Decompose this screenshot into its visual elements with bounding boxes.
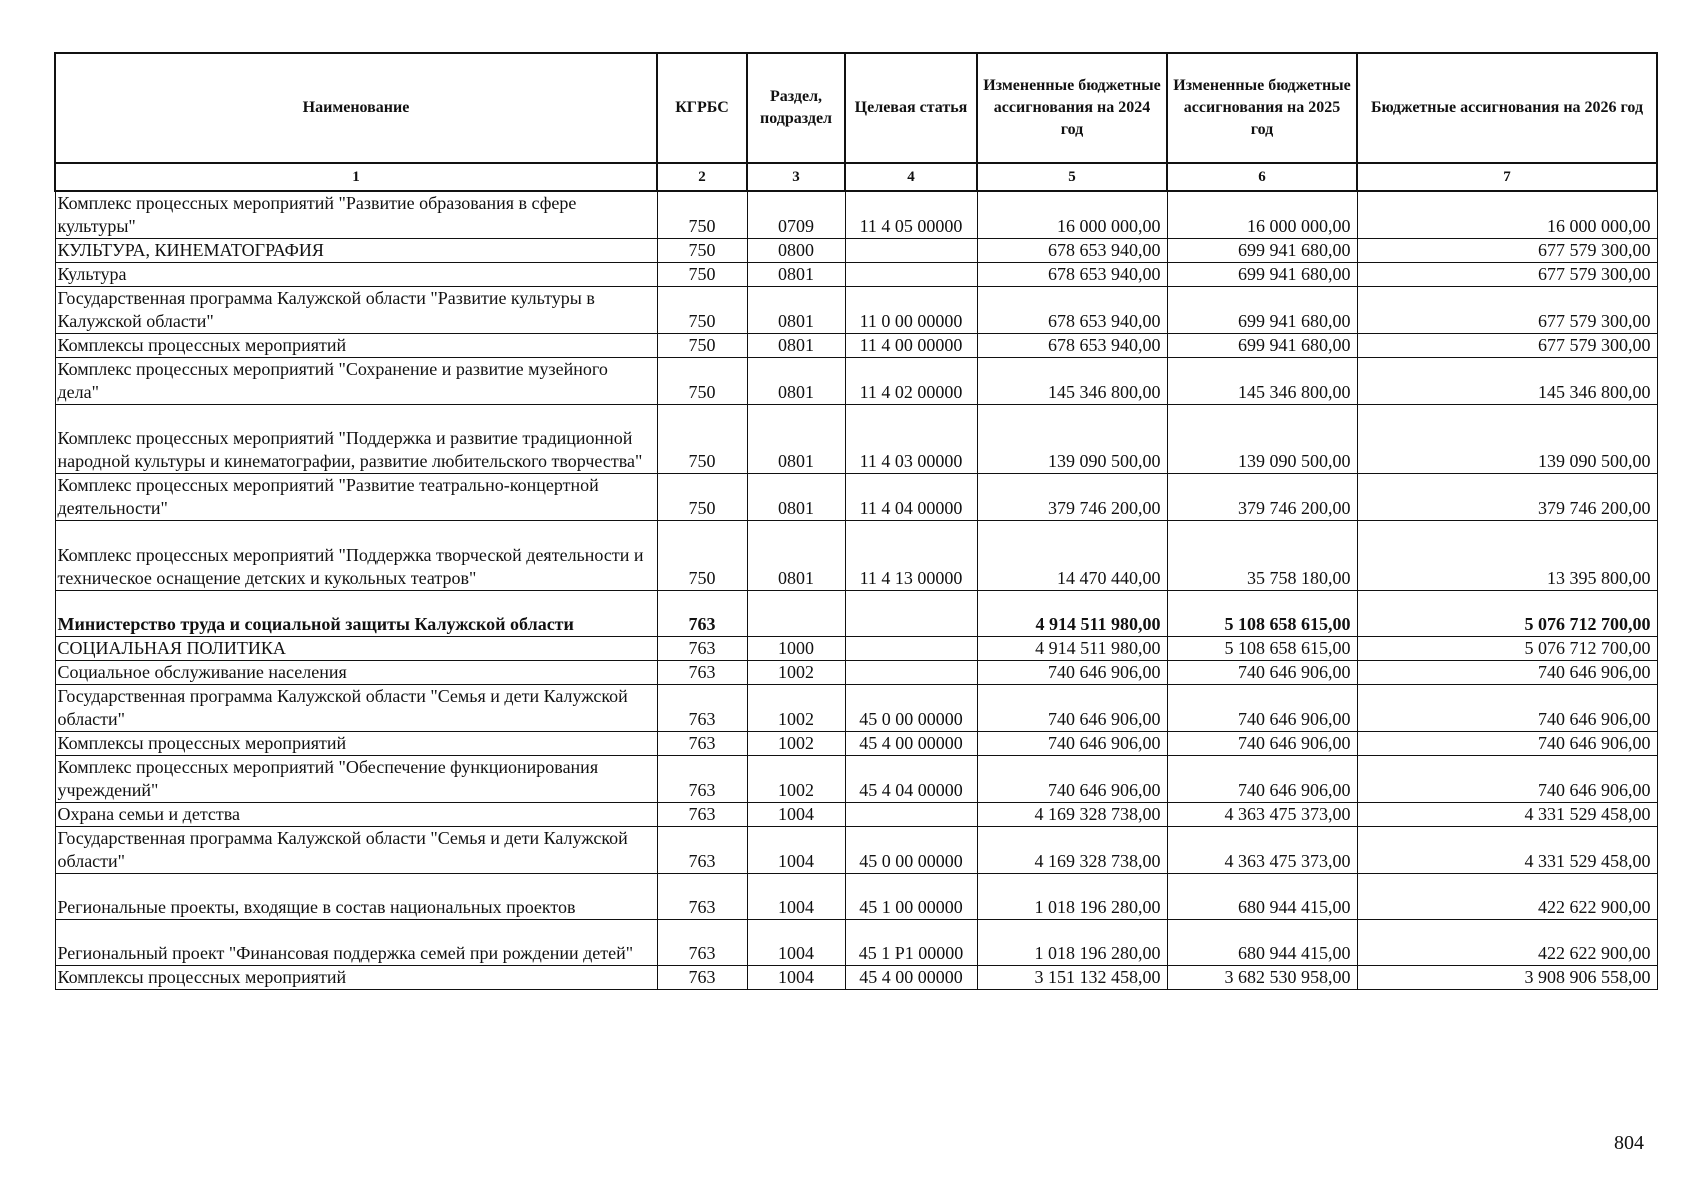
- table-row: [55, 827, 1657, 874]
- cell-kgrbs: 763: [657, 920, 747, 966]
- cell-razdel: 0801: [747, 263, 845, 287]
- cell-razdel: [747, 591, 845, 637]
- cell-amount-2025: 699 941 680,00: [1167, 239, 1357, 263]
- cell-amount-2026: 5 076 712 700,00: [1357, 637, 1657, 661]
- cell-kgrbs: 763: [657, 803, 747, 827]
- cell-target-article: [845, 263, 977, 287]
- cell-razdel: 0709: [747, 191, 845, 239]
- cell-name: Социальное обслуживание населения: [55, 661, 657, 685]
- table-row: [55, 239, 1657, 263]
- cell-target-article: 11 4 00 00000: [845, 334, 977, 358]
- cell-target-article: 11 4 05 00000: [845, 191, 977, 239]
- table-row: [55, 405, 1657, 474]
- header-2024: Измененные бюджетные ассигнования на 2024 год: [977, 53, 1167, 163]
- column-number: 4: [845, 163, 977, 191]
- cell-name: Министерство труда и социальной защиты Калужской области: [55, 591, 657, 637]
- cell-amount-2025: 4 363 475 373,00: [1167, 827, 1357, 874]
- cell-amount-2026: 16 000 000,00: [1357, 191, 1657, 239]
- cell-amount-2024: 16 000 000,00: [977, 191, 1167, 239]
- cell-name: Комплекс процессных мероприятий "Развитие образования в сфере культуры": [55, 191, 657, 239]
- cell-razdel: 1004: [747, 827, 845, 874]
- cell-kgrbs: 763: [657, 591, 747, 637]
- cell-target-article: 45 4 04 00000: [845, 756, 977, 803]
- header-2026: Бюджетные ассигнования на 2026 год: [1357, 53, 1657, 163]
- column-number-row: [55, 163, 1657, 191]
- cell-amount-2024: 740 646 906,00: [977, 756, 1167, 803]
- cell-amount-2026: 139 090 500,00: [1357, 405, 1657, 474]
- cell-name: Региональные проекты, входящие в состав национальных проектов: [55, 874, 657, 920]
- cell-target-article: 45 1 P1 00000: [845, 920, 977, 966]
- cell-amount-2024: 1 018 196 280,00: [977, 920, 1167, 966]
- cell-amount-2026: 4 331 529 458,00: [1357, 827, 1657, 874]
- cell-amount-2024: 740 646 906,00: [977, 661, 1167, 685]
- cell-amount-2026: 422 622 900,00: [1357, 874, 1657, 920]
- cell-kgrbs: 750: [657, 405, 747, 474]
- cell-amount-2025: 16 000 000,00: [1167, 191, 1357, 239]
- cell-razdel: 0801: [747, 287, 845, 334]
- cell-amount-2025: 740 646 906,00: [1167, 756, 1357, 803]
- cell-kgrbs: 763: [657, 966, 747, 990]
- cell-target-article: 45 4 00 00000: [845, 966, 977, 990]
- cell-amount-2024: 145 346 800,00: [977, 358, 1167, 405]
- cell-kgrbs: 763: [657, 827, 747, 874]
- cell-amount-2025: 5 108 658 615,00: [1167, 637, 1357, 661]
- table-row: [55, 803, 1657, 827]
- cell-razdel: 1004: [747, 920, 845, 966]
- table-row: [55, 732, 1657, 756]
- cell-kgrbs: 750: [657, 474, 747, 521]
- cell-amount-2025: 35 758 180,00: [1167, 521, 1357, 591]
- cell-target-article: [845, 803, 977, 827]
- cell-name: КУЛЬТУРА, КИНЕМАТОГРАФИЯ: [55, 239, 657, 263]
- cell-kgrbs: 763: [657, 756, 747, 803]
- header-razdel: Раздел, подраздел: [747, 53, 845, 163]
- header-kgrbs: КГРБС: [657, 53, 747, 163]
- table-row: [55, 756, 1657, 803]
- table-row: [55, 637, 1657, 661]
- cell-target-article: 45 4 00 00000: [845, 732, 977, 756]
- cell-amount-2026: 5 076 712 700,00: [1357, 591, 1657, 637]
- header-name: Наименование: [55, 53, 657, 163]
- cell-target-article: 11 4 04 00000: [845, 474, 977, 521]
- table-body: [55, 191, 1657, 990]
- cell-target-article: [845, 661, 977, 685]
- cell-amount-2026: 740 646 906,00: [1357, 732, 1657, 756]
- table-row: [55, 920, 1657, 966]
- cell-amount-2024: 678 653 940,00: [977, 334, 1167, 358]
- cell-name: Комплекс процессных мероприятий "Обеспечение функционирования учреждений": [55, 756, 657, 803]
- table-row: [55, 661, 1657, 685]
- cell-target-article: [845, 591, 977, 637]
- cell-amount-2025: 145 346 800,00: [1167, 358, 1357, 405]
- cell-amount-2026: 677 579 300,00: [1357, 263, 1657, 287]
- cell-kgrbs: 763: [657, 661, 747, 685]
- cell-kgrbs: 750: [657, 334, 747, 358]
- cell-amount-2025: 699 941 680,00: [1167, 334, 1357, 358]
- cell-kgrbs: 750: [657, 358, 747, 405]
- cell-target-article: 11 4 02 00000: [845, 358, 977, 405]
- cell-amount-2025: 699 941 680,00: [1167, 263, 1357, 287]
- cell-name: Комплексы процессных мероприятий: [55, 334, 657, 358]
- cell-kgrbs: 763: [657, 874, 747, 920]
- cell-razdel: 0801: [747, 334, 845, 358]
- cell-razdel: 0801: [747, 358, 845, 405]
- cell-kgrbs: 763: [657, 685, 747, 732]
- cell-target-article: 45 0 00 00000: [845, 685, 977, 732]
- column-number: 5: [977, 163, 1167, 191]
- cell-amount-2024: 4 914 511 980,00: [977, 637, 1167, 661]
- cell-target-article: 45 1 00 00000: [845, 874, 977, 920]
- cell-amount-2026: 422 622 900,00: [1357, 920, 1657, 966]
- cell-amount-2025: 740 646 906,00: [1167, 685, 1357, 732]
- cell-amount-2026: 740 646 906,00: [1357, 756, 1657, 803]
- table-row: [55, 685, 1657, 732]
- cell-target-article: [845, 637, 977, 661]
- cell-amount-2025: 4 363 475 373,00: [1167, 803, 1357, 827]
- cell-razdel: 1004: [747, 803, 845, 827]
- table-row: [55, 358, 1657, 405]
- cell-razdel: 1000: [747, 637, 845, 661]
- cell-name: Комплекс процессных мероприятий "Развитие театрально-концертной деятельности": [55, 474, 657, 521]
- cell-name: Охрана семьи и детства: [55, 803, 657, 827]
- cell-amount-2026: 740 646 906,00: [1357, 685, 1657, 732]
- cell-kgrbs: 763: [657, 637, 747, 661]
- cell-amount-2024: 4 169 328 738,00: [977, 827, 1167, 874]
- cell-target-article: 45 0 00 00000: [845, 827, 977, 874]
- cell-target-article: 11 4 13 00000: [845, 521, 977, 591]
- column-number: 1: [55, 163, 657, 191]
- cell-name: Государственная программа Калужской области "Семья и дети Калужской области": [55, 827, 657, 874]
- cell-name: Комплекс процессных мероприятий "Сохранение и развитие музейного дела": [55, 358, 657, 405]
- cell-name: Комплекс процессных мероприятий "Поддержка творческой деятельности и техническое оснащение детских и кукольных театров": [55, 521, 657, 591]
- column-number: 6: [1167, 163, 1357, 191]
- cell-razdel: 1002: [747, 732, 845, 756]
- cell-amount-2024: 678 653 940,00: [977, 263, 1167, 287]
- column-number: 2: [657, 163, 747, 191]
- cell-amount-2026: 677 579 300,00: [1357, 239, 1657, 263]
- cell-razdel: 1002: [747, 756, 845, 803]
- header-2025: Измененные бюджетные ассигнования на 2025 год: [1167, 53, 1357, 163]
- cell-amount-2025: 139 090 500,00: [1167, 405, 1357, 474]
- cell-kgrbs: 750: [657, 263, 747, 287]
- table-row: [55, 591, 1657, 637]
- cell-amount-2024: 678 653 940,00: [977, 239, 1167, 263]
- cell-amount-2025: 699 941 680,00: [1167, 287, 1357, 334]
- column-number: 3: [747, 163, 845, 191]
- cell-target-article: [845, 239, 977, 263]
- cell-kgrbs: 750: [657, 521, 747, 591]
- cell-name: Государственная программа Калужской области "Семья и дети Калужской области": [55, 685, 657, 732]
- cell-amount-2026: 4 331 529 458,00: [1357, 803, 1657, 827]
- cell-amount-2024: 3 151 132 458,00: [977, 966, 1167, 990]
- cell-amount-2026: 3 908 906 558,00: [1357, 966, 1657, 990]
- table-row: [55, 474, 1657, 521]
- header-cel: Целевая статья: [845, 53, 977, 163]
- cell-amount-2026: 379 746 200,00: [1357, 474, 1657, 521]
- cell-razdel: 0801: [747, 521, 845, 591]
- cell-razdel: 0800: [747, 239, 845, 263]
- cell-amount-2024: 139 090 500,00: [977, 405, 1167, 474]
- table-row: [55, 263, 1657, 287]
- cell-amount-2025: 5 108 658 615,00: [1167, 591, 1357, 637]
- cell-amount-2024: 678 653 940,00: [977, 287, 1167, 334]
- cell-amount-2026: 740 646 906,00: [1357, 661, 1657, 685]
- cell-razdel: 1004: [747, 874, 845, 920]
- table-row: [55, 521, 1657, 591]
- cell-name: СОЦИАЛЬНАЯ ПОЛИТИКА: [55, 637, 657, 661]
- cell-amount-2025: 740 646 906,00: [1167, 661, 1357, 685]
- cell-amount-2026: 677 579 300,00: [1357, 334, 1657, 358]
- cell-amount-2026: 13 395 800,00: [1357, 521, 1657, 591]
- cell-kgrbs: 750: [657, 191, 747, 239]
- cell-target-article: 11 0 00 00000: [845, 287, 977, 334]
- cell-amount-2025: 680 944 415,00: [1167, 920, 1357, 966]
- cell-razdel: 0801: [747, 405, 845, 474]
- cell-name: Государственная программа Калужской области "Развитие культуры в Калужской области": [55, 287, 657, 334]
- cell-amount-2024: 379 746 200,00: [977, 474, 1167, 521]
- table-row: [55, 874, 1657, 920]
- cell-kgrbs: 763: [657, 732, 747, 756]
- table-row: [55, 191, 1657, 239]
- cell-razdel: 1002: [747, 685, 845, 732]
- page-number: 804: [1614, 1132, 1644, 1154]
- cell-kgrbs: 750: [657, 239, 747, 263]
- cell-amount-2024: 4 914 511 980,00: [977, 591, 1167, 637]
- header-row: [55, 53, 1657, 163]
- cell-amount-2025: 740 646 906,00: [1167, 732, 1357, 756]
- cell-kgrbs: 750: [657, 287, 747, 334]
- cell-name: Региональный проект "Финансовая поддержка семей при рождении детей": [55, 920, 657, 966]
- cell-razdel: 0801: [747, 474, 845, 521]
- cell-razdel: 1004: [747, 966, 845, 990]
- cell-name: Комплексы процессных мероприятий: [55, 732, 657, 756]
- cell-amount-2025: 3 682 530 958,00: [1167, 966, 1357, 990]
- cell-amount-2025: 379 746 200,00: [1167, 474, 1357, 521]
- cell-razdel: 1002: [747, 661, 845, 685]
- cell-name: Культура: [55, 263, 657, 287]
- cell-amount-2024: 14 470 440,00: [977, 521, 1167, 591]
- cell-name: Комплекс процессных мероприятий "Поддержка и развитие традиционной народной культуры и кинематографии, развитие любительского творчества": [55, 405, 657, 474]
- budget-table: [54, 52, 1658, 990]
- table-row: [55, 966, 1657, 990]
- cell-amount-2026: 677 579 300,00: [1357, 287, 1657, 334]
- table-row: [55, 334, 1657, 358]
- cell-amount-2024: 740 646 906,00: [977, 685, 1167, 732]
- cell-target-article: 11 4 03 00000: [845, 405, 977, 474]
- cell-name: Комплексы процессных мероприятий: [55, 966, 657, 990]
- cell-amount-2024: 1 018 196 280,00: [977, 874, 1167, 920]
- cell-amount-2024: 740 646 906,00: [977, 732, 1167, 756]
- cell-amount-2025: 680 944 415,00: [1167, 874, 1357, 920]
- column-number: 7: [1357, 163, 1657, 191]
- cell-amount-2026: 145 346 800,00: [1357, 358, 1657, 405]
- cell-amount-2024: 4 169 328 738,00: [977, 803, 1167, 827]
- table-row: [55, 287, 1657, 334]
